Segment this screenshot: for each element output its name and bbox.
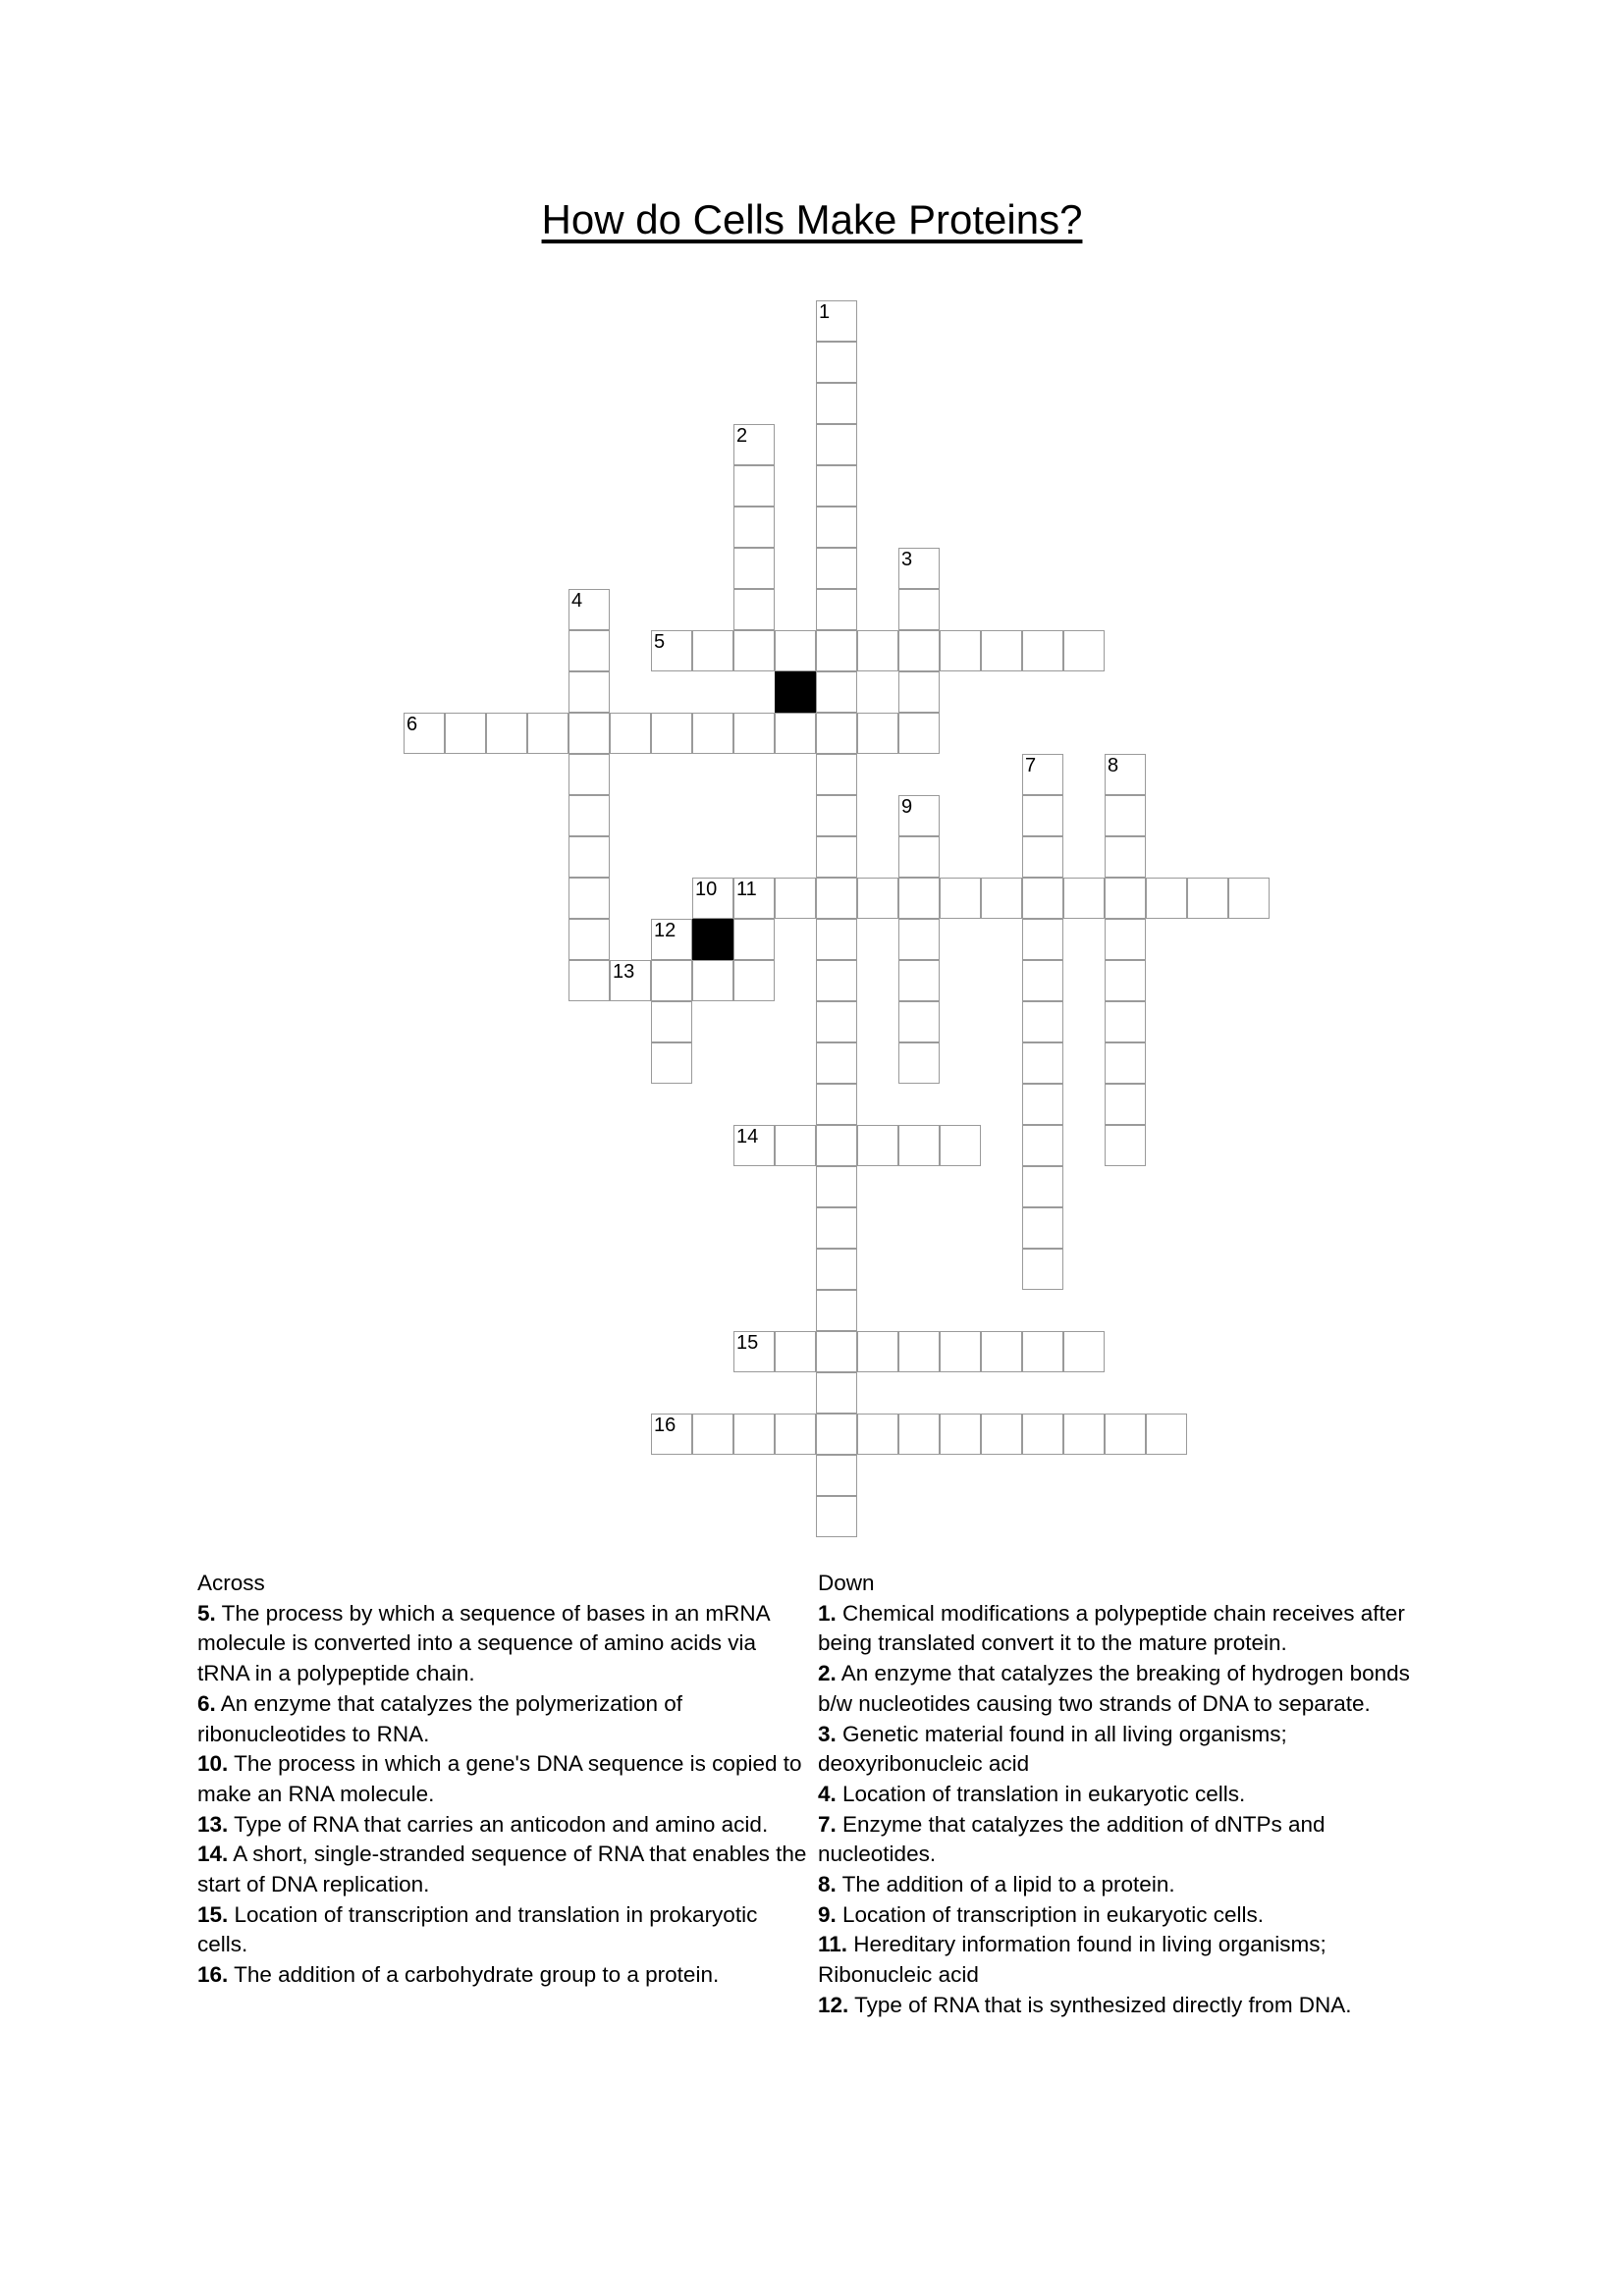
- grid-cell[interactable]: [775, 878, 816, 919]
- grid-cell[interactable]: [857, 1414, 898, 1455]
- clue-number-16: 16: [654, 1415, 677, 1436]
- grid-cell[interactable]: [1022, 1001, 1063, 1042]
- down-clue: [818, 1930, 1432, 1990]
- grid-cell[interactable]: [775, 1125, 816, 1166]
- clue-text: Location of transcription and translation in prokaryotic cells.: [197, 1901, 758, 1957]
- down-clue-list: [818, 1599, 1432, 2021]
- clue-number-13: 13: [613, 961, 635, 983]
- grid-cell[interactable]: [1022, 960, 1063, 1001]
- grid-cell[interactable]: [1105, 1084, 1146, 1125]
- grid-cell[interactable]: [568, 671, 610, 713]
- clue-number-11: 11: [736, 879, 757, 900]
- clue-text: The addition of a carbohydrate group to a protein.: [228, 1962, 720, 1988]
- page-title: How do Cells Make Proteins?: [541, 196, 1083, 242]
- grid-cell[interactable]: [1063, 1331, 1105, 1372]
- grid-cell[interactable]: [816, 1125, 857, 1166]
- grid-cell[interactable]: [445, 713, 486, 754]
- grid-cell[interactable]: [1022, 630, 1063, 671]
- grid-cell[interactable]: [733, 1414, 775, 1455]
- clue-number: 6.: [197, 1690, 216, 1716]
- grid-cell[interactable]: [816, 1455, 857, 1496]
- clue-number-4: 4: [571, 590, 583, 612]
- grid-cell[interactable]: [1022, 836, 1063, 878]
- grid-cell[interactable]: [568, 878, 610, 919]
- down-heading: Down: [818, 1571, 875, 1595]
- grid-cell[interactable]: [651, 713, 692, 754]
- grid-cell[interactable]: [816, 671, 857, 713]
- grid-cell[interactable]: [940, 1125, 981, 1166]
- grid-cell[interactable]: [898, 1331, 940, 1372]
- clue-text: Enzyme that catalyzes the addition of dNTPs and nucleotides.: [818, 1811, 1326, 1867]
- grid-cell[interactable]: [857, 713, 898, 754]
- grid-cell[interactable]: [1022, 878, 1063, 919]
- grid-cell[interactable]: [733, 960, 775, 1001]
- grid-cell[interactable]: [610, 713, 651, 754]
- clue-number-1: 1: [819, 301, 831, 323]
- across-clue: [197, 1599, 811, 1689]
- grid-cell[interactable]: [981, 878, 1022, 919]
- clue-number: 12.: [818, 1992, 849, 2017]
- grid-cell[interactable]: [898, 630, 940, 671]
- grid-cell[interactable]: [692, 713, 733, 754]
- grid-cell[interactable]: [816, 1290, 857, 1331]
- grid-cell[interactable]: [1105, 1125, 1146, 1166]
- across-clues: [197, 1569, 811, 1991]
- grid-cell[interactable]: [1105, 1042, 1146, 1084]
- grid-cell[interactable]: [898, 878, 940, 919]
- grid-cell[interactable]: [1022, 1084, 1063, 1125]
- grid-cell[interactable]: [898, 1125, 940, 1166]
- grid-cell[interactable]: [1146, 878, 1187, 919]
- clue-text: The process in which a gene's DNA sequence is copied to make an RNA molecule.: [197, 1751, 802, 1806]
- grid-cell[interactable]: [816, 630, 857, 671]
- grid-cell[interactable]: [816, 1331, 857, 1372]
- grid-cell[interactable]: [816, 1001, 857, 1042]
- grid-cell[interactable]: [692, 630, 733, 671]
- grid-cell[interactable]: [816, 1042, 857, 1084]
- clue-number-10: 10: [695, 879, 718, 900]
- grid-cell[interactable]: [1228, 878, 1270, 919]
- grid-cell[interactable]: [816, 1496, 857, 1537]
- clue-number: 11.: [818, 1932, 848, 1957]
- clue-text: An enzyme that catalyzes the breaking of hydrogen bonds b/w nucleotides causing two strands of DNA to separate.: [818, 1661, 1410, 1716]
- across-heading: Across: [197, 1571, 265, 1595]
- down-clue: [818, 1659, 1432, 1719]
- grid-cell[interactable]: [981, 630, 1022, 671]
- grid-cell[interactable]: [1063, 878, 1105, 919]
- grid-cell[interactable]: [940, 630, 981, 671]
- clue-number: 1.: [818, 1600, 837, 1626]
- grid-cell[interactable]: [1187, 878, 1228, 919]
- grid-cell[interactable]: [651, 1001, 692, 1042]
- grid-cell[interactable]: [816, 960, 857, 1001]
- grid-cell[interactable]: [1105, 878, 1146, 919]
- clue-text: The addition of a lipid to a protein.: [836, 1872, 1175, 1897]
- grid-cell[interactable]: [816, 754, 857, 795]
- grid-cell[interactable]: [1022, 1166, 1063, 1207]
- grid-cell[interactable]: [568, 754, 610, 795]
- grid-cell[interactable]: [1022, 1414, 1063, 1455]
- clue-number-5: 5: [654, 631, 666, 653]
- grid-cell[interactable]: [1022, 919, 1063, 960]
- grid-cell[interactable]: [857, 878, 898, 919]
- down-clue: [818, 1780, 1432, 1810]
- grid-cell[interactable]: [527, 713, 568, 754]
- clue-text: Type of RNA that is synthesized directly from DNA.: [848, 1992, 1352, 2017]
- grid-cell[interactable]: [568, 713, 610, 754]
- grid-cell[interactable]: [857, 1331, 898, 1372]
- down-clue: [818, 1870, 1432, 1900]
- clue-number: 3.: [818, 1721, 837, 1746]
- clue-text: Genetic material found in all living organisms; deoxyribonucleic acid: [818, 1721, 1287, 1777]
- grid-cell[interactable]: [1022, 1207, 1063, 1249]
- clue-text: Location of transcription in eukaryotic cells.: [836, 1901, 1264, 1927]
- grid-cell[interactable]: [692, 1414, 733, 1455]
- clue-text: The process by which a sequence of bases in an mRNA molecule is converted into a sequence of amino acids via tRNA in a polypeptide chain.: [197, 1600, 770, 1686]
- down-clue: [818, 1991, 1432, 2021]
- across-clue: [197, 1900, 811, 1960]
- grid-cell[interactable]: [816, 1166, 857, 1207]
- grid-cell[interactable]: [1022, 1331, 1063, 1372]
- grid-cell[interactable]: [816, 342, 857, 383]
- grid-cell[interactable]: [816, 878, 857, 919]
- grid-cell[interactable]: [816, 795, 857, 836]
- grid-cell[interactable]: [857, 630, 898, 671]
- clue-number: 15.: [197, 1901, 229, 1927]
- across-clue-list: [197, 1599, 811, 1991]
- grid-cell[interactable]: [981, 1331, 1022, 1372]
- clue-text: An enzyme that catalyzes the polymerization of ribonucleotides to RNA.: [197, 1690, 683, 1746]
- clue-number-8: 8: [1108, 755, 1119, 776]
- grid-cell[interactable]: [733, 507, 775, 548]
- grid-cell[interactable]: [898, 836, 940, 878]
- across-clue: [197, 1810, 811, 1841]
- clue-number-6: 6: [406, 714, 418, 735]
- grid-cell[interactable]: [816, 919, 857, 960]
- clue-number: 8.: [818, 1872, 837, 1897]
- clue-number: 2.: [818, 1661, 837, 1686]
- grid-cell[interactable]: [486, 713, 527, 754]
- grid-cell[interactable]: [898, 960, 940, 1001]
- clue-text: A short, single-stranded sequence of RNA that enables the start of DNA replication.: [197, 1842, 807, 1897]
- grid-cell[interactable]: [940, 1414, 981, 1455]
- clue-number-12: 12: [654, 920, 677, 941]
- across-clue: [197, 1960, 811, 1991]
- clue-number: 13.: [197, 1811, 229, 1837]
- clue-number-14: 14: [736, 1126, 759, 1148]
- clue-number: 5.: [197, 1600, 216, 1626]
- clue-number-7: 7: [1025, 755, 1037, 776]
- grid-cell[interactable]: [568, 795, 610, 836]
- grid-cell[interactable]: [816, 424, 857, 465]
- grid-cell[interactable]: [733, 465, 775, 507]
- grid-cell[interactable]: [775, 1414, 816, 1455]
- grid-cell[interactable]: [1105, 919, 1146, 960]
- grid-cell[interactable]: [1105, 1414, 1146, 1455]
- down-clue: [818, 1599, 1432, 1659]
- grid-cell[interactable]: [816, 1414, 857, 1455]
- grid-cell[interactable]: [733, 630, 775, 671]
- grid-cell[interactable]: [898, 1001, 940, 1042]
- grid-cell[interactable]: [568, 630, 610, 671]
- grid-cell[interactable]: [816, 548, 857, 589]
- clue-number: 16.: [197, 1962, 229, 1988]
- grid-cell[interactable]: [857, 1125, 898, 1166]
- grid-cell[interactable]: [1105, 1001, 1146, 1042]
- grid-cell[interactable]: [568, 836, 610, 878]
- grid-cell[interactable]: [733, 548, 775, 589]
- grid-cell[interactable]: [816, 1207, 857, 1249]
- grid-cell[interactable]: [816, 1249, 857, 1290]
- grid-cell[interactable]: [1022, 1042, 1063, 1084]
- down-clue: [818, 1720, 1432, 1780]
- clue-number: 4.: [818, 1781, 837, 1806]
- clue-number-2: 2: [736, 425, 748, 447]
- black-cell: [692, 919, 733, 960]
- across-clue: [197, 1689, 811, 1749]
- grid-cell[interactable]: [1063, 630, 1105, 671]
- grid-cell[interactable]: [775, 713, 816, 754]
- clue-number-3: 3: [901, 549, 913, 570]
- grid-cell[interactable]: [1063, 1414, 1105, 1455]
- grid-cell[interactable]: [816, 713, 857, 754]
- grid-cell[interactable]: [940, 1331, 981, 1372]
- grid-cell[interactable]: [1022, 795, 1063, 836]
- clue-text: Location of translation in eukaryotic cells.: [836, 1781, 1246, 1806]
- grid-cell[interactable]: [898, 713, 940, 754]
- across-clue: [197, 1840, 811, 1899]
- grid-cell[interactable]: [1022, 1249, 1063, 1290]
- grid-cell[interactable]: [816, 383, 857, 424]
- grid-cell[interactable]: [733, 713, 775, 754]
- grid-cell[interactable]: [568, 960, 610, 1001]
- grid-cell[interactable]: [1105, 795, 1146, 836]
- grid-cell[interactable]: [651, 960, 692, 1001]
- clue-text: Hereditary information found in living organisms; Ribonucleic acid: [818, 1932, 1326, 1988]
- grid-cell[interactable]: [1146, 1414, 1187, 1455]
- grid-cell[interactable]: [816, 1372, 857, 1414]
- clue-text: Type of RNA that carries an anticodon and amino acid.: [228, 1811, 769, 1837]
- down-clue: [818, 1900, 1432, 1931]
- grid-cell[interactable]: [1105, 960, 1146, 1001]
- grid-cell[interactable]: [816, 465, 857, 507]
- clue-number: 9.: [818, 1901, 837, 1927]
- grid-cell[interactable]: [1105, 836, 1146, 878]
- grid-cell[interactable]: [816, 589, 857, 630]
- clue-number-9: 9: [901, 796, 913, 818]
- clue-number: 10.: [197, 1751, 229, 1777]
- grid-cell[interactable]: [981, 1414, 1022, 1455]
- grid-cell[interactable]: [733, 919, 775, 960]
- grid-cell[interactable]: [568, 919, 610, 960]
- grid-cell[interactable]: [775, 630, 816, 671]
- grid-cell[interactable]: [816, 507, 857, 548]
- clue-number-15: 15: [736, 1332, 759, 1354]
- across-clue: [197, 1749, 811, 1809]
- grid-cell[interactable]: [733, 589, 775, 630]
- clue-number: 7.: [818, 1811, 837, 1837]
- down-clues: [818, 1569, 1432, 2021]
- grid-cell[interactable]: [898, 1414, 940, 1455]
- grid-cell[interactable]: [816, 836, 857, 878]
- grid-cell[interactable]: [898, 671, 940, 713]
- grid-cell[interactable]: [816, 1084, 857, 1125]
- black-cell: [775, 671, 816, 713]
- grid-cell[interactable]: [940, 878, 981, 919]
- grid-cell[interactable]: [898, 1042, 940, 1084]
- grid-cell[interactable]: [775, 1331, 816, 1372]
- clue-text: Chemical modifications a polypeptide chain receives after being translated convert it to the mature protein.: [818, 1600, 1405, 1656]
- grid-cell[interactable]: [898, 919, 940, 960]
- grid-cell[interactable]: [692, 960, 733, 1001]
- down-clue: [818, 1810, 1432, 1870]
- grid-cell[interactable]: [898, 589, 940, 630]
- clue-number: 14.: [197, 1842, 229, 1867]
- grid-cell[interactable]: [1022, 1125, 1063, 1166]
- grid-cell[interactable]: [651, 1042, 692, 1084]
